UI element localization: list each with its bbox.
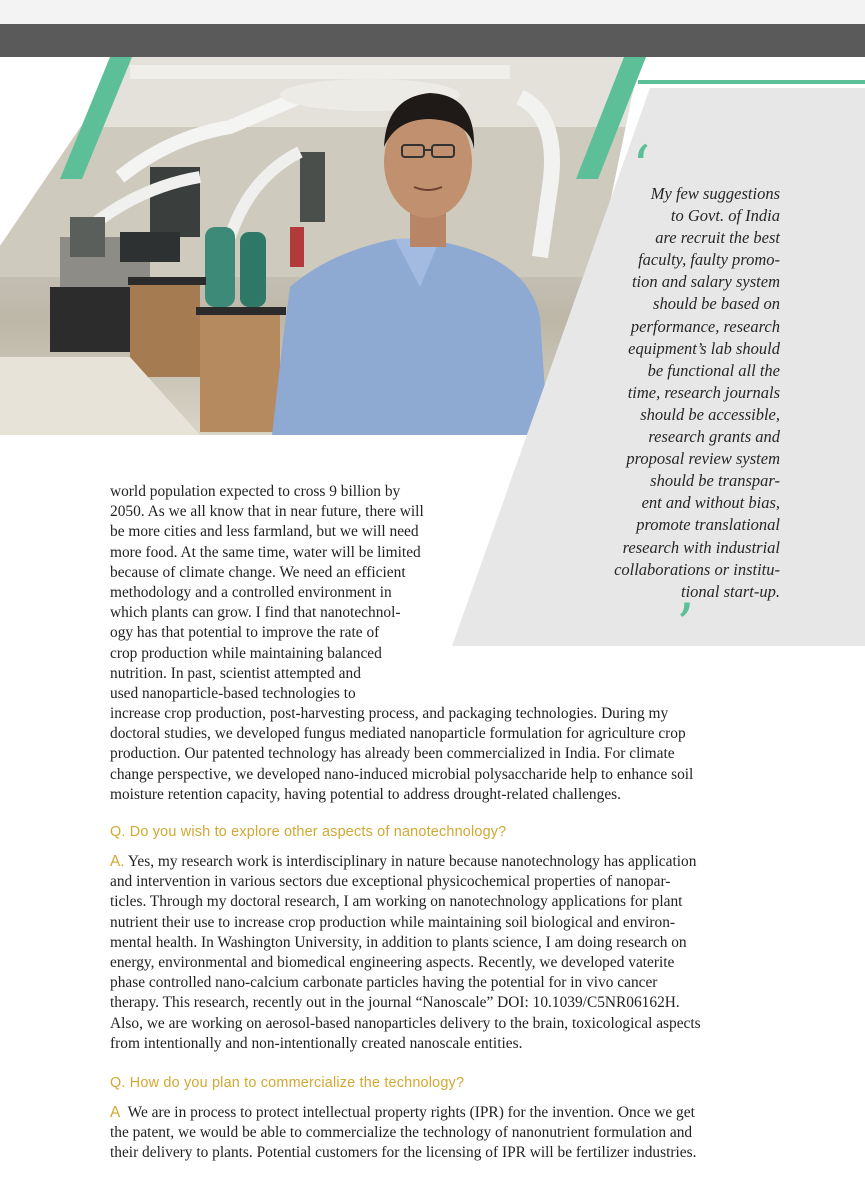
text-line: [110, 1103, 696, 1123]
quote-line: to Govt. of India: [670, 206, 780, 226]
quote-line: tion and salary system: [631, 272, 780, 292]
quote-line: collaborations or institu-: [614, 559, 780, 579]
question-1: Q. Do you wish to explore other aspects of nanotechnology?: [110, 824, 507, 840]
quote-line: research with industrial: [622, 537, 780, 557]
text-line: the patent, we would be able to commercialize the technology of nanonutrient formulation and: [110, 1124, 693, 1142]
quote-line: equipment’s lab should: [628, 338, 780, 358]
question-2: Q. How do you plan to commercialize the technology?: [110, 1075, 465, 1091]
text-line: world population expected to cross 9 billion by: [110, 483, 401, 500]
intro-full-text: [110, 704, 693, 805]
quote-line: ent and without bias,: [641, 493, 780, 513]
quote-line: should be transpar-: [650, 471, 780, 491]
pull-quote: [430, 183, 780, 603]
answer-2: [110, 1103, 696, 1164]
text-line: therapy. This research, recently out in the journal “Nanoscale” DOI: 10.1039/C5NR06162H.: [110, 994, 680, 1012]
top-margin: [0, 0, 865, 24]
text-line: from intentionally and non-intentionally created nanoscale entities.: [110, 1034, 523, 1052]
quote-line: research grants and: [648, 427, 780, 447]
quote-line: should be based on: [653, 294, 780, 314]
text-line: their delivery to plants. Potential customers for the licensing of IPR will be fertilizer industries.: [110, 1144, 697, 1162]
text-line: doctoral studies, we developed fungus mediated nanoparticle formulation for agriculture crop: [110, 725, 686, 743]
text-line: methodology and a controlled environment in: [110, 584, 392, 602]
text-line: be more cities and less farmland, but we will need: [110, 523, 419, 541]
answer-1: [110, 852, 701, 1054]
accent-line: [638, 80, 865, 84]
quote-line: faculty, faulty promo-: [638, 250, 780, 270]
text-line: [110, 852, 701, 872]
answer-first-line: We are in process to protect intellectual property rights (IPR) for the invention. Once we get: [120, 1104, 695, 1121]
quote-line: My few suggestions: [650, 184, 780, 203]
text-line: and intervention in various sectors due exceptional physicochemical properties of nanopar-: [110, 873, 671, 891]
text-line: used nanoparticle-based technologies to: [110, 685, 356, 703]
text-line: crop production while maintaining balanced: [110, 644, 382, 662]
text-line: because of climate change. We need an efficient: [110, 563, 406, 581]
text-line: nutrient their use to increase crop production while maintaining soil biological and environ-: [110, 913, 676, 931]
text-line: 2050. As we all know that in near future, there will: [110, 503, 424, 521]
text-line: nutrition. In past, scientist attempted and: [110, 664, 361, 682]
quote-line: should be accessible,: [640, 404, 780, 424]
text-line: production. Our patented technology has already been commercialized in India. For climate: [110, 745, 675, 763]
quote-line: are recruit the best: [655, 228, 780, 248]
text-line: more food. At the same time, water will be limited: [110, 543, 421, 561]
quote-line: time, research journals: [627, 382, 780, 402]
quote-line: proposal review system: [626, 449, 780, 469]
text-line: increase crop production, post-harvesting process, and packaging technologies. During my: [110, 705, 669, 722]
text-line: ogy has that potential to improve the rate of: [110, 624, 380, 642]
answer-first-line: Yes, my research work is interdisciplinary in nature because nanotechnology has application: [124, 853, 697, 870]
answer-marker: A.: [110, 853, 125, 870]
quote-line: promote translational: [636, 515, 780, 535]
text-line: moisture retention capacity, having potential to address drought-related challenges.: [110, 785, 621, 803]
text-line: phase controlled nano-calcium carbonate particles having the potential for in vivo cancer: [110, 974, 658, 992]
text-line: which plants can grow. I find that nanotechnol-: [110, 604, 401, 622]
close-quote-icon: ’: [676, 591, 695, 659]
text-line: ticles. Through my doctoral research, I am working on nanotechnology applications for plant: [110, 893, 683, 911]
quote-line: be functional all the: [647, 360, 780, 380]
text-line: energy, environmental and biomedical engineering aspects. Recently, we developed vaterite: [110, 954, 675, 972]
open-quote-icon: ‘: [632, 133, 651, 201]
text-line: mental health. In Washington University, in addition to plants science, I am doing research on: [110, 933, 687, 951]
text-line: Also, we are working on aerosol-based nanoparticles delivery to the brain, toxicological aspects: [110, 1014, 701, 1032]
quote-line: performance, research: [630, 316, 780, 336]
text-line: change perspective, we developed nano-induced microbial polysaccharide help to enhance soil: [110, 765, 694, 783]
quote-line: tional start-up.: [680, 581, 780, 601]
header-bar: [0, 24, 865, 57]
intro-column-text: [110, 482, 424, 704]
answer-marker: A: [110, 1104, 121, 1121]
